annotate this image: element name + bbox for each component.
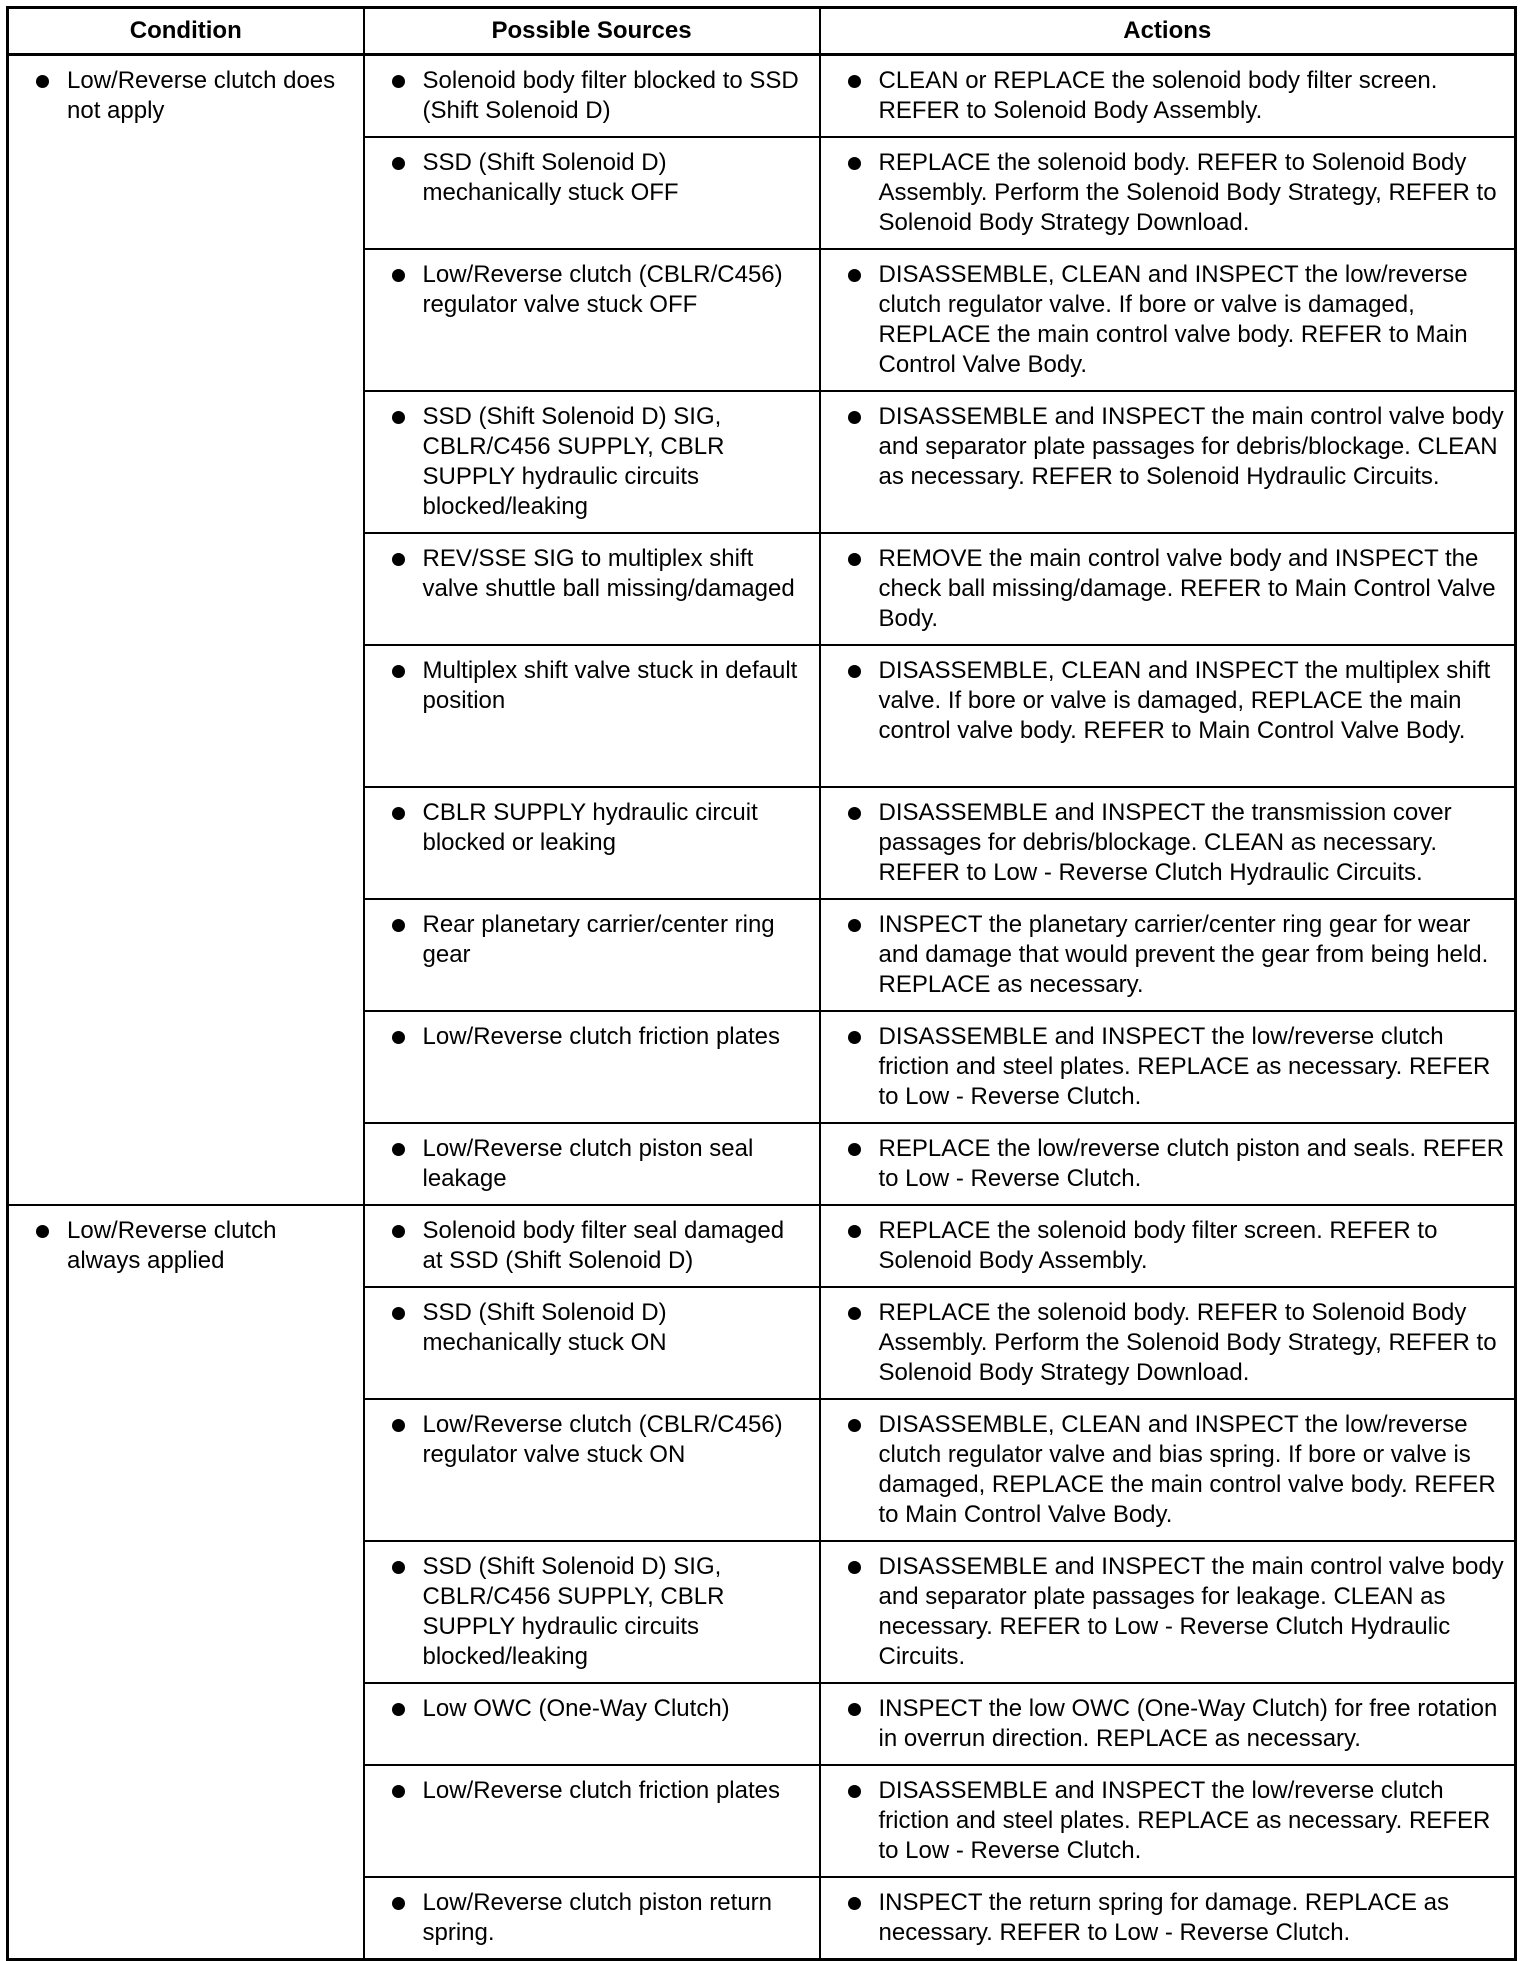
action-cell	[820, 1877, 1516, 1960]
condition-cell	[8, 1205, 364, 1960]
action-item	[821, 1888, 1507, 1948]
bullet-icon	[392, 1703, 405, 1716]
action-item	[821, 1410, 1507, 1530]
action-item	[821, 1776, 1507, 1866]
action-item	[821, 1298, 1507, 1388]
action-cell	[820, 55, 1516, 138]
source-item	[365, 1298, 811, 1358]
bullet-icon	[848, 75, 861, 88]
source-cell	[364, 787, 820, 899]
action-item	[821, 1134, 1507, 1194]
action-text: REMOVE the main control valve body and INSPECT the check ball missing/damage. REFER to Main Control Valve Body.	[878, 545, 1496, 632]
bullet-icon	[392, 157, 405, 170]
bullet-icon	[392, 75, 405, 88]
bullet-icon	[392, 411, 405, 424]
action-item	[821, 1022, 1507, 1112]
bullet-icon	[392, 1785, 405, 1798]
bullet-icon	[392, 807, 405, 820]
condition-text: Low/Reverse clutch does not apply	[67, 67, 336, 124]
bullet-icon	[848, 1225, 861, 1238]
action-cell	[820, 899, 1516, 1011]
action-cell	[820, 645, 1516, 787]
source-cell	[364, 137, 820, 249]
source-cell	[364, 645, 820, 787]
bullet-icon	[848, 553, 861, 566]
source-text: Low OWC (One-Way Clutch)	[422, 1695, 730, 1722]
bullet-icon	[848, 807, 861, 820]
table-row	[8, 55, 1516, 138]
source-item	[365, 1134, 811, 1194]
action-cell	[820, 787, 1516, 899]
bullet-icon	[392, 919, 405, 932]
source-item	[365, 798, 811, 858]
action-text: DISASSEMBLE and INSPECT the low/reverse clutch friction and steel plates. REPLACE as necessary. REFER to Low - Reverse Clutch.	[878, 1023, 1491, 1110]
action-cell	[820, 1399, 1516, 1541]
action-cell	[820, 1541, 1516, 1683]
action-item	[821, 1216, 1507, 1276]
header-actions: Actions	[820, 8, 1516, 55]
source-text: Rear planetary carrier/center ring gear	[422, 911, 775, 968]
source-text: SSD (Shift Solenoid D) mechanically stuck ON	[422, 1299, 667, 1356]
action-item	[821, 544, 1507, 634]
action-cell	[820, 1287, 1516, 1399]
action-item	[821, 910, 1507, 1000]
action-cell	[820, 1011, 1516, 1123]
action-text: CLEAN or REPLACE the solenoid body filter screen. REFER to Solenoid Body Assembly.	[878, 67, 1438, 124]
action-text: DISASSEMBLE, CLEAN and INSPECT the low/reverse clutch regulator valve and bias spring. If bore or valve is damaged, REPLACE the main control valve body. REFER to Main Control Valve Body.	[878, 1411, 1496, 1528]
bullet-icon	[848, 157, 861, 170]
bullet-icon	[392, 1143, 405, 1156]
bullet-icon	[848, 1143, 861, 1156]
action-cell	[820, 1205, 1516, 1287]
table-row	[8, 1205, 1516, 1287]
bullet-icon	[392, 553, 405, 566]
source-text: Low/Reverse clutch (CBLR/C456) regulator valve stuck ON	[422, 1411, 783, 1468]
source-cell	[364, 1877, 820, 1960]
action-item	[821, 1552, 1507, 1672]
source-cell	[364, 1011, 820, 1123]
action-cell	[820, 249, 1516, 391]
diagnosis-table	[6, 6, 1517, 1961]
bullet-icon	[848, 411, 861, 424]
header-row	[8, 8, 1516, 55]
source-cell	[364, 391, 820, 533]
source-item	[365, 1552, 811, 1672]
source-text: SSD (Shift Solenoid D) mechanically stuck OFF	[422, 149, 679, 206]
action-text: DISASSEMBLE and INSPECT the main control valve body and separator plate passages for leakage. CLEAN as necessary. REFER to Low - Reverse Clutch Hydraulic Circuits.	[878, 1553, 1504, 1670]
source-cell	[364, 1205, 820, 1287]
source-item	[365, 148, 811, 208]
source-cell	[364, 533, 820, 645]
action-cell	[820, 1683, 1516, 1765]
source-text: Solenoid body filter seal damaged at SSD (Shift Solenoid D)	[422, 1217, 785, 1274]
action-item	[821, 798, 1507, 888]
source-item	[365, 656, 811, 716]
source-cell	[364, 899, 820, 1011]
source-text: Low/Reverse clutch piston return spring.	[422, 1889, 772, 1946]
source-cell	[364, 1287, 820, 1399]
source-item	[365, 910, 811, 970]
action-cell	[820, 1765, 1516, 1877]
action-text: DISASSEMBLE, CLEAN and INSPECT the low/reverse clutch regulator valve. If bore or valve is damaged, REPLACE the main control valve body. REFER to Main Control Valve Body.	[878, 261, 1468, 378]
bullet-icon	[848, 1897, 861, 1910]
action-cell	[820, 391, 1516, 533]
source-text: CBLR SUPPLY hydraulic circuit blocked or leaking	[422, 799, 758, 856]
action-text: DISASSEMBLE and INSPECT the main control valve body and separator plate passages for debris/blockage. CLEAN as necessary. REFER to Solenoid Hydraulic Circuits.	[878, 403, 1504, 490]
bullet-icon	[392, 1307, 405, 1320]
source-cell	[364, 1399, 820, 1541]
source-item	[365, 1410, 811, 1470]
source-cell	[364, 1765, 820, 1877]
bullet-icon	[392, 1419, 405, 1432]
bullet-icon	[848, 665, 861, 678]
source-text: SSD (Shift Solenoid D) SIG, CBLR/C456 SUPPLY, CBLR SUPPLY hydraulic circuits blocked/leaking	[422, 403, 725, 520]
table-header	[8, 8, 1516, 55]
source-text: Multiplex shift valve stuck in default position	[422, 657, 798, 714]
source-cell	[364, 249, 820, 391]
bullet-icon	[848, 919, 861, 932]
source-item	[365, 66, 811, 126]
source-item	[365, 1776, 811, 1806]
bullet-icon	[392, 1561, 405, 1574]
source-text: SSD (Shift Solenoid D) SIG, CBLR/C456 SUPPLY, CBLR SUPPLY hydraulic circuits blocked/leaking	[422, 1553, 725, 1670]
bullet-icon	[848, 1419, 861, 1432]
bullet-icon	[848, 1703, 861, 1716]
bullet-icon	[848, 1785, 861, 1798]
action-text: DISASSEMBLE and INSPECT the low/reverse clutch friction and steel plates. REPLACE as necessary. REFER to Low - Reverse Clutch.	[878, 1777, 1491, 1864]
action-cell	[820, 137, 1516, 249]
source-text: Solenoid body filter blocked to SSD (Shift Solenoid D)	[422, 67, 799, 124]
bullet-icon	[848, 1561, 861, 1574]
action-item	[821, 66, 1507, 126]
action-item	[821, 260, 1507, 380]
condition-item	[9, 66, 355, 126]
source-text: Low/Reverse clutch friction plates	[422, 1023, 780, 1050]
header-possible-sources: Possible Sources	[364, 8, 820, 55]
action-text: DISASSEMBLE, CLEAN and INSPECT the multiplex shift valve. If bore or valve is damaged, REPLACE the main control valve body. REFER to Main Control Valve Body.	[878, 657, 1491, 744]
action-item	[821, 1694, 1507, 1754]
source-item	[365, 1888, 811, 1948]
bullet-icon	[848, 1307, 861, 1320]
bullet-icon	[36, 75, 49, 88]
action-text: REPLACE the solenoid body. REFER to Solenoid Body Assembly. Perform the Solenoid Body Strategy, REFER to Solenoid Body Strategy Download.	[878, 149, 1497, 236]
header-condition: Condition	[8, 8, 364, 55]
action-item	[821, 148, 1507, 238]
source-cell	[364, 1123, 820, 1205]
bullet-icon	[392, 665, 405, 678]
condition-cell	[8, 55, 364, 1206]
condition-item	[9, 1216, 355, 1276]
source-item	[365, 1694, 811, 1724]
source-text: REV/SSE SIG to multiplex shift valve shuttle ball missing/damaged	[422, 545, 795, 602]
bullet-icon	[848, 269, 861, 282]
source-text: Low/Reverse clutch (CBLR/C456) regulator valve stuck OFF	[422, 261, 783, 318]
condition-text: Low/Reverse clutch always applied	[67, 1217, 277, 1274]
source-item	[365, 1216, 811, 1276]
action-text: REPLACE the low/reverse clutch piston and seals. REFER to Low - Reverse Clutch.	[878, 1135, 1505, 1192]
diagnosis-table-sheet	[6, 6, 1514, 1961]
table-body	[8, 55, 1516, 1960]
action-text: INSPECT the low OWC (One-Way Clutch) for free rotation in overrun direction. REPLACE as necessary.	[878, 1695, 1498, 1752]
action-item	[821, 656, 1507, 746]
action-text: REPLACE the solenoid body filter screen. REFER to Solenoid Body Assembly.	[878, 1217, 1438, 1274]
bullet-icon	[36, 1225, 49, 1238]
action-item	[821, 402, 1507, 492]
source-cell	[364, 1541, 820, 1683]
bullet-icon	[392, 1897, 405, 1910]
action-text: INSPECT the planetary carrier/center ring gear for wear and damage that would prevent the gear from being held. REPLACE as necessary.	[878, 911, 1489, 998]
bullet-icon	[848, 1031, 861, 1044]
source-item	[365, 544, 811, 604]
bullet-icon	[392, 269, 405, 282]
action-cell	[820, 1123, 1516, 1205]
source-cell	[364, 55, 820, 138]
action-text: REPLACE the solenoid body. REFER to Solenoid Body Assembly. Perform the Solenoid Body Strategy, REFER to Solenoid Body Strategy Download.	[878, 1299, 1497, 1386]
source-text: Low/Reverse clutch piston seal leakage	[422, 1135, 754, 1192]
bullet-icon	[392, 1031, 405, 1044]
source-text: Low/Reverse clutch friction plates	[422, 1777, 780, 1804]
action-text: DISASSEMBLE and INSPECT the transmission cover passages for debris/blockage. CLEAN as necessary. REFER to Low - Reverse Clutch Hydraulic Circuits.	[878, 799, 1452, 886]
source-item	[365, 402, 811, 522]
action-cell	[820, 533, 1516, 645]
source-cell	[364, 1683, 820, 1765]
source-item	[365, 260, 811, 320]
action-text: INSPECT the return spring for damage. REPLACE as necessary. REFER to Low - Reverse Clutch.	[878, 1889, 1449, 1946]
bullet-icon	[392, 1225, 405, 1238]
source-item	[365, 1022, 811, 1052]
